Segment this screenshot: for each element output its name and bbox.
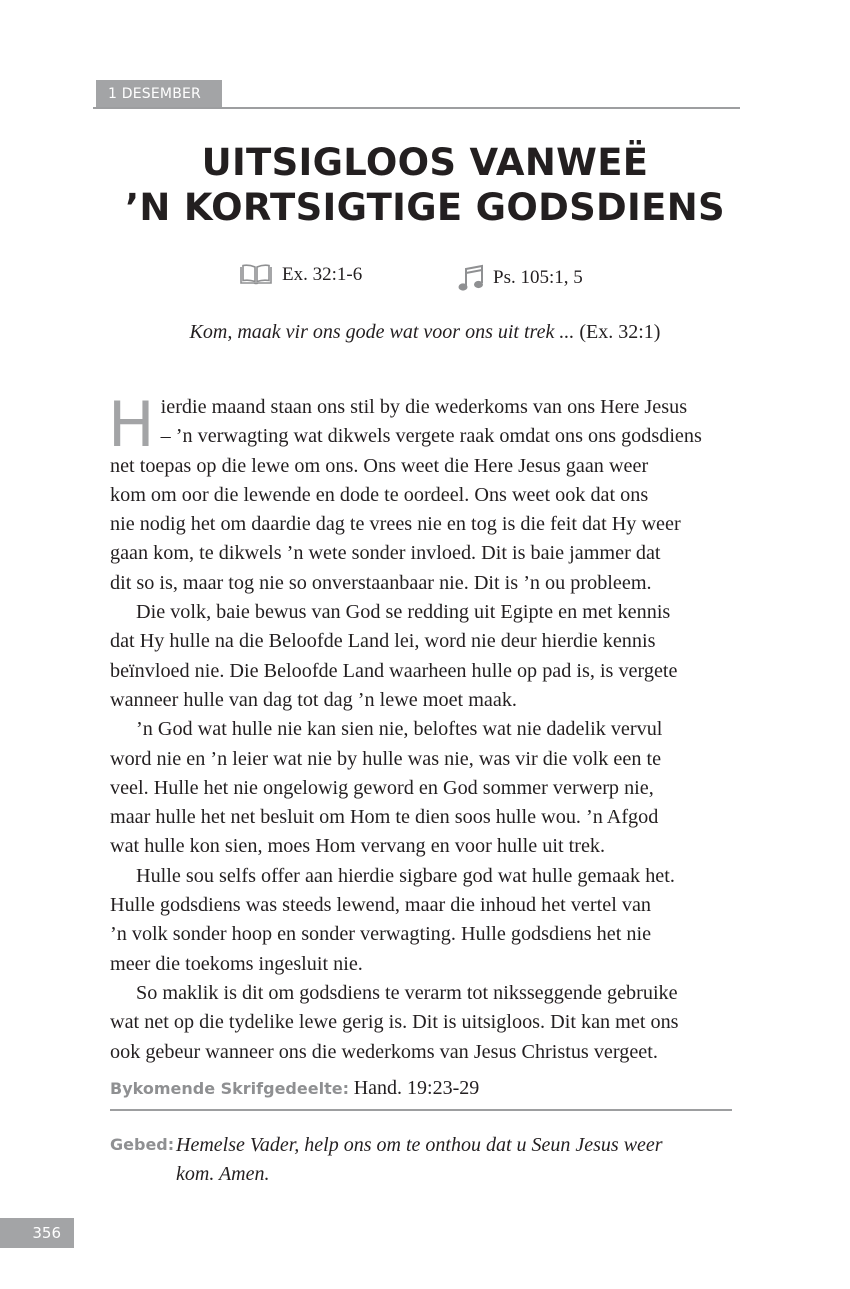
- reading-reference: [239, 264, 362, 286]
- body-line: gaan kom, te dikwels ’n wete sonder invloed. Dit is baie jammer dat: [110, 542, 661, 565]
- body-line: Die volk, baie bewus van God se redding uit Egipte en met kennis: [136, 601, 671, 624]
- body-line: Hulle sou selfs offer aan hierdie sigbare god wat hulle gemaak het.: [136, 864, 675, 887]
- prayer-line-2: kom. Amen.: [176, 1163, 270, 1185]
- extra-reading: [110, 1077, 740, 1100]
- prayer-text: [176, 1131, 736, 1189]
- body-line: So maklik is dit om godsdiens te verarm tot niksseggende gebruike: [136, 981, 678, 1004]
- footer-rule: [110, 1109, 732, 1111]
- body-line: wat net op die tydelike lewe gerig is. Dit is uitsigloos. Dit kan met ons: [110, 1011, 679, 1034]
- body-line: wat hulle kon sien, moes Hom vervang en voor hulle uit trek.: [110, 835, 606, 858]
- paragraph: [110, 979, 740, 1067]
- paragraph: [110, 715, 740, 861]
- page-number: 356: [0, 1218, 74, 1248]
- extra-reading-value: Hand. 19:23-29: [353, 1077, 480, 1099]
- prayer: [110, 1131, 740, 1189]
- body-line: word nie en ’n leier wat nie by hulle was nie, was vir die volk een te: [110, 747, 662, 770]
- drop-cap: H: [108, 388, 155, 461]
- body-line: ’n God wat hulle nie kan sien nie, beloftes wat nie dadelik vervul: [136, 718, 663, 741]
- key-verse-source: (Ex. 32:1): [579, 321, 661, 343]
- date-tab: 1 DESEMBER: [96, 80, 222, 107]
- song-text: Ps. 105:1, 5: [493, 267, 583, 288]
- devotional-body: [108, 388, 740, 1067]
- prayer-label: Gebed:: [110, 1135, 175, 1154]
- key-verse: [60, 321, 790, 344]
- body-line: Hulle godsdiens was steeds lewend, maar die inhoud het vertel van: [110, 894, 651, 917]
- body-line: kom om oor die lewende en dode te oordeel. Ons weet ook dat ons: [110, 483, 649, 506]
- body-line: nie nodig het om daardie dag te vrees nie en tog is die feit dat Hy weer: [110, 513, 681, 536]
- open-book-icon: [239, 264, 273, 286]
- prayer-line-1: Hemelse Vader, help ons om te onthou dat u Seun Jesus weer: [176, 1134, 663, 1156]
- body-line: net toepas op die lewe om ons. Ons weet die Here Jesus gaan weer: [110, 454, 649, 477]
- body-line: dat Hy hulle na die Beloofde Land lei, word nie deur hierdie kennis: [110, 630, 656, 653]
- header-rule: [93, 107, 740, 109]
- body-line: ook gebeur wanneer ons die wederkoms van Jesus Christus vergeet.: [110, 1040, 658, 1063]
- body-line: beïnvloed nie. Die Beloofde Land waarheen hulle op pad is, is vergete: [110, 659, 678, 682]
- paragraph: [110, 862, 740, 979]
- paragraph: [108, 388, 740, 598]
- paragraph: [110, 598, 740, 715]
- body-line: meer die toekoms ingesluit nie.: [110, 952, 363, 975]
- key-verse-text: Kom, maak vir ons gode wat voor ons uit trek ...: [189, 321, 575, 343]
- body-line: veel. Hulle het nie ongelowig geword en God sommer verwerp nie,: [110, 776, 654, 799]
- scripture-references: [0, 264, 850, 298]
- extra-reading-label: Bykomende Skrifgedeelte:: [110, 1079, 349, 1098]
- body-line: dit so is, maar tog nie so onverstaanbaar nie. Dit is ’n ou probleem.: [110, 571, 652, 594]
- music-note-icon: [458, 264, 484, 292]
- title-line-1: UITSIGLOOS VANWEË: [201, 141, 649, 184]
- body-line: ’n volk sonder hoop en sonder verwagting. Hulle godsdiens het nie: [110, 923, 652, 946]
- body-line: wanneer hulle van dag tot dag ’n lewe moet maak.: [110, 688, 517, 711]
- page-title: [60, 140, 790, 230]
- reading-text: Ex. 32:1-6: [282, 264, 363, 285]
- title-line-2: ’N KORTSIGTIGE GODSDIENS: [125, 186, 725, 229]
- body-line: – ’n verwagting wat dikwels vergete raak omdat ons ons godsdiens: [160, 425, 702, 448]
- body-line: ierdie maand staan ons stil by die wederkoms van ons Here Jesus: [160, 396, 688, 418]
- body-line: maar hulle het net besluit om Hom te dien soos hulle wou. ’n Afgod: [110, 806, 659, 829]
- song-reference: [458, 264, 583, 292]
